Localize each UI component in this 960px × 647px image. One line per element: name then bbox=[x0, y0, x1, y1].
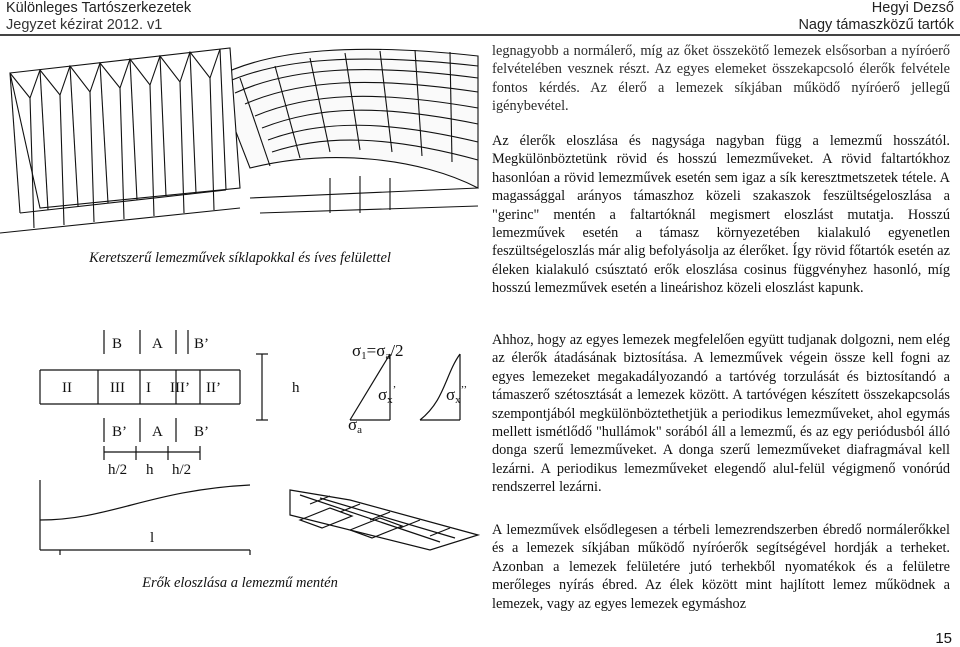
course-subtitle: Jegyzet kézirat 2012. v1 bbox=[6, 17, 163, 33]
dim-h2-right: h/2 bbox=[172, 462, 192, 478]
label-A: A bbox=[152, 336, 163, 352]
stress-distribution-diagram bbox=[0, 320, 480, 575]
dim-h2-left: h/2 bbox=[108, 462, 128, 478]
height-label: h bbox=[292, 380, 300, 396]
page-number: 15 bbox=[935, 630, 952, 647]
label-III: III bbox=[110, 380, 125, 396]
paragraph-2: Az élerők eloszlása és nagysága nagyban függ a lemezmű hosszától. Megkülönböztetünk rövid és hosszú lemezműveket. A rövid faltartókhoz hasonlóan a rövid lemezművek esetén sem igaz a sík keresztmetszetek tétele. A magassággal arányos támaszhoz közeli szakaszok feszültségeloszlása a "gerinc" mentén a faltartóknál megismert eloszlást mutatja. Hosszú lemezművek esetén a támasz környezetében kialakuló egyenetlen feszültségeloszlás már alig befolyásolja az élerőket. Így rövid főtartók esetén az éleken kialakuló csúsztató erők eloszlása cosinus függvényhez hasonló, míg hosszú lemezművek esetén a lineárishoz közeli eloszlást kapunk. bbox=[492, 133, 950, 297]
label-I: I bbox=[146, 380, 151, 396]
author-name: Hegyi Dezső bbox=[871, 0, 954, 16]
chapter-title: Nagy támaszközű tartók bbox=[798, 17, 954, 33]
label-B-prime-bottom: B’ bbox=[194, 424, 209, 440]
sigma-x2-label: σx’’ bbox=[446, 384, 468, 406]
sigma-x1-label: σx’ bbox=[378, 384, 397, 406]
label-B-prime: B’ bbox=[194, 336, 209, 352]
label-A-bottom: A bbox=[152, 424, 163, 440]
paragraph-1: legnagyobb a normálerő, míg az őket összekötő lemezek elsősorban a nyíróerő felvételében vesznek részt. Az egyes elemeket összekapcsoló élerők felvétele fontos kérdés. Az élerő a lemezek síkjában működő nyíróerő jellegű igénybevétel. bbox=[492, 43, 950, 115]
header-rule bbox=[0, 34, 960, 36]
label-II: II bbox=[62, 380, 72, 396]
course-title: Különleges Tartószerkezetek bbox=[6, 0, 192, 16]
label-B: B bbox=[112, 336, 123, 352]
paragraph-3: Ahhoz, hogy az egyes lemezek megfelelően együtt tudjanak dolgozni, nem elég az élerők átadásának biztosítása. A lemezművek végein össze kell fogni az egyes lemezeket megakadályozandó a tartóvég torzulását és biztosítandó a támaszerő szétosztását a lemezek között. A tartóvégen készített összekapcsolás szempontjából megkülönböztethetjük a periodikus lemezműveket, ahol egymás mellett ismétlődő "hullámok" sorából áll a lemezmű, és az egy periódusból álló donga szerű lemezműveket. A donga szerű lemezműveket diafragmával kell lezárni. A periodikus lemezműveket elegendő alul-felül végigmenő vonórúd rendszerrel lezárni. bbox=[492, 332, 950, 496]
label-III-prime: III’ bbox=[170, 380, 190, 396]
sigma-a-label: σa bbox=[348, 415, 363, 436]
folded-plate-building-sketch bbox=[0, 38, 480, 243]
dim-h: h bbox=[146, 462, 154, 478]
figure1-caption: Keretszerű lemezművek síklapokkal és íves felülettel bbox=[89, 250, 391, 266]
header-right bbox=[798, 0, 954, 34]
header-left bbox=[6, 0, 191, 34]
page-header bbox=[0, 0, 960, 34]
label-II-prime: II’ bbox=[206, 380, 221, 396]
label-B-bottom: B’ bbox=[112, 424, 127, 440]
sigma1-label: σ1=σa/2 bbox=[352, 341, 404, 362]
figure2-caption: Erők eloszlása a lemezmű mentén bbox=[142, 575, 338, 591]
length-label: l bbox=[150, 530, 155, 546]
paragraph-4: A lemezművek elsődlegesen a térbeli lemezrendszerben ébredő normálerőkkel és a lemezek síkjában működő nyíróerők segítségével hordják a terheket. Azonban a lemezek felületére jutó terhekből nyomatékok és a felületre merőleges nyírás ébred. Az élek között mint hajlított lemez működnek a lemezek, vagy az egyes lemezek egymáshoz bbox=[492, 522, 950, 612]
